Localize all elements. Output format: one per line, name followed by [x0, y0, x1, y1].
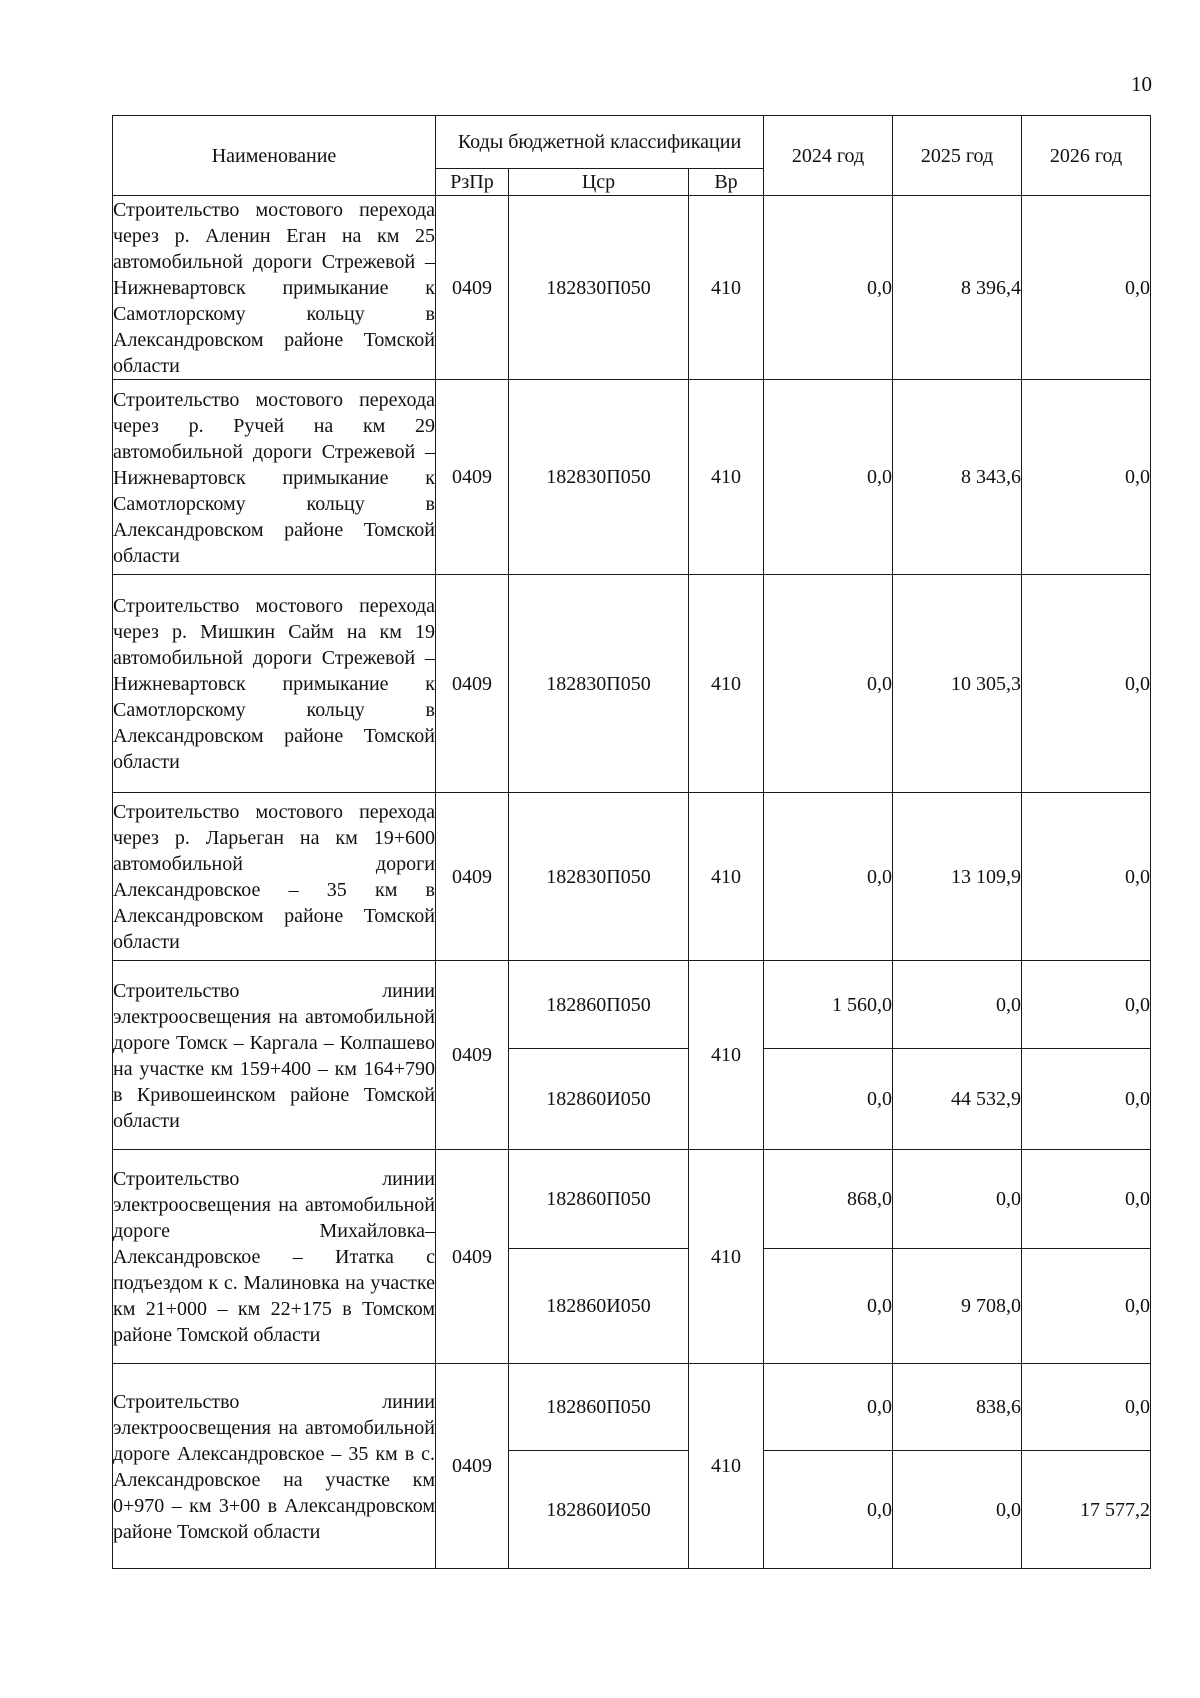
cell-2025: 44 532,9	[893, 1049, 1022, 1150]
cell-rzpr: 0409	[436, 380, 509, 575]
cell-vr: 410	[689, 380, 764, 575]
cell-name: Строительство мостового перехода через р. Мишкин Сайм на км 19 автомобильной дороги Стрежевой – Нижневартовск примыкание к Самотлорскому кольцу в Александровском районе Томской области	[113, 575, 436, 793]
table-row	[113, 380, 1151, 575]
cell-name: Строительство мостового перехода через р. Аленин Еган на км 25 автомобильной дороги Стрежевой – Нижневартовск примыкание к Самотлорскому кольцу в Александровском районе Томской области	[113, 196, 436, 380]
cell-2024: 0,0	[764, 1364, 893, 1451]
cell-2024: 0,0	[764, 1049, 893, 1150]
cell-vr: 410	[689, 961, 764, 1150]
cell-2024: 868,0	[764, 1150, 893, 1249]
cell-2026: 0,0	[1022, 1249, 1151, 1364]
cell-2025: 9 708,0	[893, 1249, 1022, 1364]
cell-csr: 182860П050	[509, 961, 689, 1049]
cell-name: Строительство мостового перехода через р. Ларьеган на км 19+600 автомобильной дороги Александровское – 35 км в Александровском районе Томской области	[113, 793, 436, 961]
cell-csr: 182860И050	[509, 1249, 689, 1364]
cell-csr: 182860И050	[509, 1049, 689, 1150]
cell-2025: 10 305,3	[893, 575, 1022, 793]
table-body	[113, 196, 1151, 1569]
header-2026: 2026 год	[1022, 116, 1151, 196]
cell-csr: 182860И050	[509, 1451, 689, 1569]
cell-2024: 0,0	[764, 196, 893, 380]
cell-2024: 0,0	[764, 575, 893, 793]
cell-2026: 0,0	[1022, 1150, 1151, 1249]
cell-2025: 8 343,6	[893, 380, 1022, 575]
cell-2026: 0,0	[1022, 1364, 1151, 1451]
cell-vr: 410	[689, 1150, 764, 1364]
cell-csr: 182830П050	[509, 793, 689, 961]
cell-name: Строительство линии электроосвещения на автомобильной дороге Михайловка– Александровское – Итатка с подъездом к с. Малиновка на участке км 21+000 – км 22+175 в Томском районе Томской области	[113, 1150, 436, 1364]
cell-2025: 0,0	[893, 1451, 1022, 1569]
header-vr: Вр	[689, 169, 764, 196]
header-codes-group: Коды бюджетной классификации	[436, 116, 764, 169]
cell-2026: 0,0	[1022, 196, 1151, 380]
budget-table	[112, 115, 1151, 1569]
page-number: 10	[1131, 72, 1152, 96]
cell-2026: 0,0	[1022, 575, 1151, 793]
cell-name: Строительство мостового перехода через р. Ручей на км 29 автомобильной дороги Стрежевой – Нижневартовск примыкание к Самотлорскому кольцу в Александровском районе Томской области	[113, 380, 436, 575]
cell-2025: 838,6	[893, 1364, 1022, 1451]
header-2024: 2024 год	[764, 116, 893, 196]
cell-2025: 0,0	[893, 961, 1022, 1049]
cell-2024: 0,0	[764, 1451, 893, 1569]
cell-rzpr: 0409	[436, 961, 509, 1150]
table-row	[113, 793, 1151, 961]
cell-csr: 182860П050	[509, 1364, 689, 1451]
table-row	[113, 961, 1151, 1049]
cell-rzpr: 0409	[436, 1150, 509, 1364]
cell-rzpr: 0409	[436, 793, 509, 961]
header-2025: 2025 год	[893, 116, 1022, 196]
cell-2026: 0,0	[1022, 380, 1151, 575]
cell-csr: 182830П050	[509, 380, 689, 575]
table-row	[113, 575, 1151, 793]
cell-2026: 0,0	[1022, 961, 1151, 1049]
cell-2024: 0,0	[764, 1249, 893, 1364]
cell-2024: 1 560,0	[764, 961, 893, 1049]
cell-2024: 0,0	[764, 380, 893, 575]
header-name: Наименование	[113, 116, 436, 196]
cell-vr: 410	[689, 793, 764, 961]
header-csr: Цср	[509, 169, 689, 196]
table-row	[113, 196, 1151, 380]
table-row	[113, 1364, 1151, 1451]
cell-rzpr: 0409	[436, 196, 509, 380]
cell-2025: 0,0	[893, 1150, 1022, 1249]
cell-rzpr: 0409	[436, 1364, 509, 1569]
cell-2025: 13 109,9	[893, 793, 1022, 961]
table-row	[113, 1150, 1151, 1249]
cell-2024: 0,0	[764, 793, 893, 961]
cell-vr: 410	[689, 196, 764, 380]
cell-csr: 182830П050	[509, 575, 689, 793]
cell-name: Строительство линии электроосвещения на автомобильной дороге Александровское – 35 км в с. Александровское на участке км 0+970 – км 3+00 в Александровском районе Томской области	[113, 1364, 436, 1569]
cell-csr: 182860П050	[509, 1150, 689, 1249]
cell-2026: 0,0	[1022, 793, 1151, 961]
cell-2025: 8 396,4	[893, 196, 1022, 380]
cell-vr: 410	[689, 1364, 764, 1569]
header-rzpr: РзПр	[436, 169, 509, 196]
cell-rzpr: 0409	[436, 575, 509, 793]
cell-vr: 410	[689, 575, 764, 793]
cell-2026: 0,0	[1022, 1049, 1151, 1150]
cell-2026: 17 577,2	[1022, 1451, 1151, 1569]
cell-csr: 182830П050	[509, 196, 689, 380]
cell-name: Строительство линии электроосвещения на автомобильной дороге Томск – Каргала – Колпашево на участке км 159+400 – км 164+790 в Кривошеинском районе Томской области	[113, 961, 436, 1150]
